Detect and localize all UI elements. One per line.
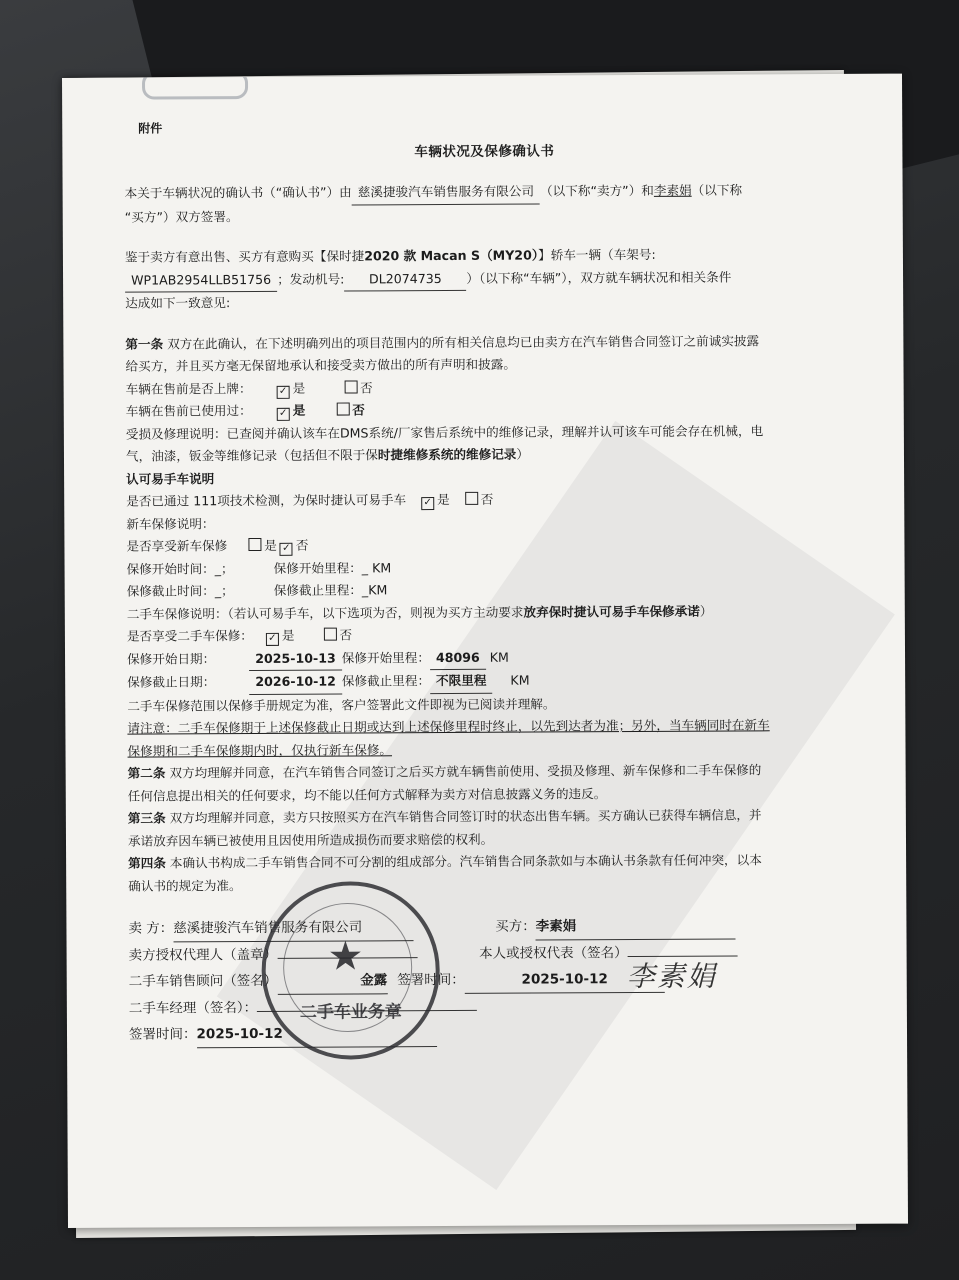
used-warranty-yes-checkbox[interactable] bbox=[266, 633, 279, 646]
sign-row-seller-time: 签署时间：2025-10-12 bbox=[129, 1018, 849, 1049]
warranty-note-1: 请注意：二手车保修期于上述保修截止日期或达到上述保修里程时终止，以先到达者为准；另外，当车辆同时在新车 bbox=[127, 717, 770, 736]
document-title: 车辆状况及保修确认书 bbox=[414, 142, 555, 160]
plate-question: 车辆在售前是否上牌：✓ 是 否 bbox=[126, 374, 846, 400]
buyer-sign-name: 李素娟 bbox=[536, 912, 736, 940]
article-1-line-1: 第一条 双方在此确认，在下述明确列出的项目范围内的所有相关信息均已由卖方在汽车销售合同签订之前诚实披露 bbox=[125, 332, 760, 352]
check-yes-checkbox[interactable] bbox=[421, 497, 434, 510]
vehicle-line-3: 达成如下一致意见: bbox=[125, 295, 231, 311]
document-body bbox=[124, 114, 849, 1049]
sign-row-agent: 卖方授权代理人（盖章） 本人或授权代表（签名） bbox=[129, 939, 849, 969]
used-warranty-question: 是否享受二手车保修：✓ 是 否 bbox=[127, 622, 847, 648]
new-warranty-start: 保修开始时间：_； 保修开始里程：_ KM bbox=[126, 559, 392, 577]
seller-sign-date: 2025-10-12 bbox=[196, 1020, 436, 1048]
article-3-line-2: 承诺放弃因车辆已被使用且因使用所造成损伤而要求赔偿的权利。 bbox=[127, 831, 494, 849]
warranty-end-mileage: 不限里程 bbox=[430, 670, 492, 694]
article-4-line-2: 确认书的规定为准。 bbox=[128, 877, 242, 894]
check-no-checkbox[interactable] bbox=[465, 492, 478, 505]
intro-line-2: “买方”）双方签署。 bbox=[124, 208, 239, 225]
technical-check-question: 是否已通过 111项技术检测，为保时捷认可易手车✓ 是 否 bbox=[126, 487, 846, 513]
vehicle-line-1: 鉴于卖方有意出售、买方有意购买【保时捷2020 款 Macan S（MY20）】轿车一辆（车架号: bbox=[124, 246, 656, 265]
vin-field: WP1AB2954LLB51756 bbox=[125, 268, 277, 292]
warranty-end-date: 2026-10-12 bbox=[249, 671, 342, 695]
article-3-line-1: 第三条 双方均理解并同意，卖方只按照买方在汽车销售合同签订时的状态出售车辆。买方确认已获得车辆信息，并 bbox=[127, 807, 762, 826]
used-warranty-no-checkbox[interactable] bbox=[323, 628, 336, 641]
article-2-line-2: 任何信息提出相关的任何要求，均不能以任何方式解释为卖方对信息披露义务的违反。 bbox=[127, 785, 607, 804]
paper-clip-icon bbox=[142, 74, 248, 100]
intro-line-1: 本关于车辆状况的确认书（“确认书”）由 慈溪捷骏汽车销售服务有限公司 （以下称“卖方”）和李素娟（以下称 bbox=[125, 179, 845, 206]
seller-name-field: 慈溪捷骏汽车销售服务有限公司 bbox=[352, 180, 540, 204]
used-warranty-end: 保修截止日期： 2026-10-12 保修截止里程： 不限里程 KM bbox=[127, 668, 847, 695]
sign-row-parties: 卖 方：慈溪捷骏汽车销售服务有限公司 买方：李素娟 bbox=[128, 912, 848, 943]
warranty-scope: 二手车保修范围以保修手册规定为准，客户签署此文件即视为已阅读并理解。 bbox=[127, 695, 556, 714]
warranty-start-mileage: 48096 bbox=[430, 646, 486, 670]
damage-line-1: 受损及修理说明：已查阅并确认该车在DMS系统/厂家售后系统中的维修记录，理解并认可该车可能会存在机械，电 bbox=[125, 422, 764, 442]
used-yes-checkbox[interactable] bbox=[277, 408, 290, 421]
used-question: 车辆在售前已使用过：✓ 是 否 bbox=[126, 397, 846, 423]
seller-sign-name: 慈溪捷骏汽车销售服务有限公司 bbox=[173, 914, 413, 942]
engine-number-field: DL2074735 bbox=[344, 267, 466, 291]
new-warranty-heading: 新车保修说明： bbox=[126, 515, 215, 532]
plate-yes-checkbox[interactable] bbox=[277, 385, 290, 398]
damage-line-2: 气，油漆，钣金等维修记录（包括但不限于保时捷维修系统的维修记录） bbox=[125, 446, 530, 464]
certified-heading: 认可易手车说明 bbox=[126, 470, 215, 487]
consultant-signature: 金露 bbox=[277, 967, 387, 995]
vehicle-model: 2020 款 Macan S（MY20） bbox=[364, 247, 539, 264]
sign-row-consultant: 二手车销售顾问（签名） 金露 签署时间： 2025-10-12 bbox=[129, 965, 849, 996]
new-warranty-no-checkbox[interactable] bbox=[280, 543, 293, 556]
attachment-label: 附件 bbox=[138, 121, 163, 136]
new-warranty-question: 是否享受新车保修 是✓ 否 bbox=[126, 532, 846, 558]
buyer-handwritten-signature: 李素娟 bbox=[626, 959, 717, 994]
new-warranty-end: 保修截止时间：_； 保修截止里程：_KM bbox=[126, 582, 388, 599]
used-warranty-start: 保修开始日期： 2025-10-13 保修开始里程： 48096 KM bbox=[127, 644, 847, 671]
new-warranty-yes-checkbox[interactable] bbox=[248, 538, 261, 551]
article-2-line-1: 第二条 双方均理解并同意，在汽车销售合同签订之后买方就车辆售前使用、受损及修理、新车保修和二手车保修的 bbox=[127, 762, 762, 781]
company-seal bbox=[261, 881, 440, 1060]
article-4-line-1: 第四条 本确认书构成二手车销售合同不可分割的组成部分。汽车销售合同条款如与本确认书条款有任何冲突，以本 bbox=[128, 852, 762, 871]
buyer-name-field: 李素娟 bbox=[653, 182, 692, 198]
sign-row-manager: 二手车经理（签名）： bbox=[129, 992, 849, 1022]
warranty-start-date: 2025-10-13 bbox=[249, 647, 342, 671]
used-warranty-heading: 二手车保修说明：（若认可易手车，以下选项为否，则视为买方主动要求放弃保时捷认可易手车保修承诺） bbox=[126, 603, 713, 622]
article-1-line-2: 给买方，并且买方毫无保留地承认和接受卖方做出的所有声明和披露。 bbox=[125, 356, 516, 374]
seal-star-icon: ★ bbox=[327, 933, 364, 980]
document-page bbox=[62, 74, 908, 1228]
buyer-sign-date: 2025-10-12 bbox=[465, 966, 665, 994]
used-no-checkbox[interactable] bbox=[336, 403, 349, 416]
warranty-note-2: 保修期和二手车保修期内时，仅执行新车保修。 bbox=[127, 741, 393, 759]
plate-no-checkbox[interactable] bbox=[344, 380, 357, 393]
seal-text: 二手车业务章 bbox=[299, 1002, 402, 1023]
vehicle-line-2: WP1AB2954LLB51756 ；发动机号: DL2074735 ）（以下称“车辆”），双方就车辆状况和相关条件 bbox=[125, 265, 845, 292]
